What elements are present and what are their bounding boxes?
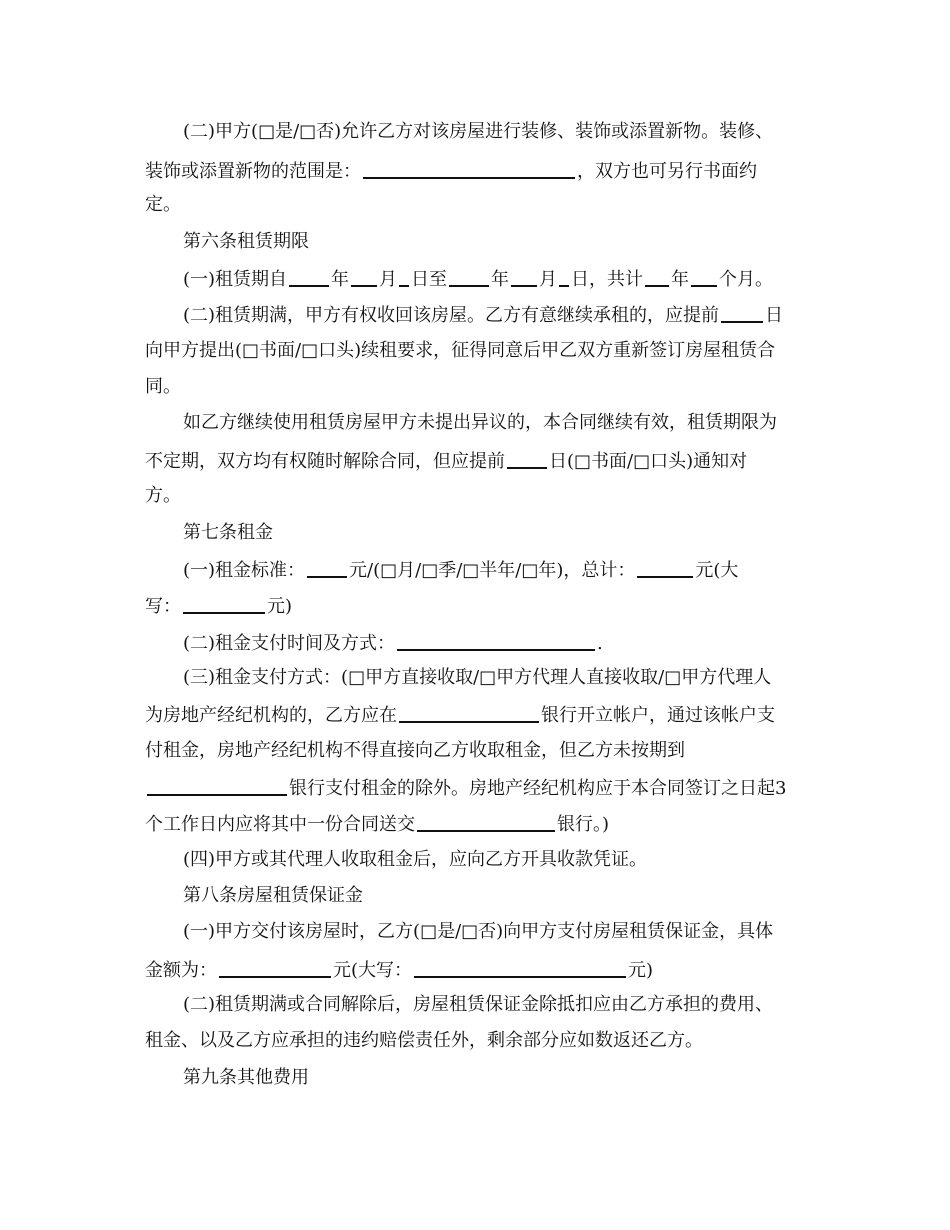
text-segment: 日(□书面/□口头)通知对 [549,451,748,472]
text-line [145,192,181,218]
text-line [145,338,775,364]
text-segment: 定。 [145,194,181,215]
text-segment: 租金、以及乙方应承担的违约赔偿责任外，剩余部分应如数返还乙方。 [145,1030,703,1051]
text-segment: 付租金，房地产经纪机构不得直接向乙方收取租金，但乙方未按期到 [145,740,685,761]
text-segment: (一)租赁期自 [183,269,288,290]
fill-blank[interactable] [289,267,329,287]
text-segment: (四)甲方或其代理人收取租金后，应向乙方开具收款凭证。 [183,849,648,870]
text-line [145,774,786,800]
text-segment: . [597,633,603,654]
fill-blank[interactable] [637,558,693,578]
text-segment: 为房地产经纪机构的，乙方应在 [145,705,397,726]
fill-blank[interactable] [511,267,537,287]
text-segment: 第七条租金 [183,522,273,543]
fill-blank[interactable] [363,159,575,179]
text-line [183,265,773,291]
text-segment: (二)租金支付时间及方式： [183,633,396,654]
fill-blank[interactable] [691,267,717,287]
text-segment: 第六条租赁期限 [183,231,309,252]
text-segment: 元(大写： [333,960,413,981]
text-segment: 银行开立帐户，通过该帐户支 [541,705,775,726]
fill-blank[interactable] [219,958,331,978]
fill-blank[interactable] [397,631,595,651]
fill-blank[interactable] [414,958,626,978]
text-segment: 银行支付租金的除外。房地产经纪机构应于本合同签订之日起3 [289,778,787,799]
text-segment: 年 [331,269,350,290]
text-segment: (一)甲方交付该房屋时，乙方(□是/□否)向甲方支付房屋租赁保证金，具体 [183,921,774,942]
text-segment: 第八条房屋租赁保证金 [183,885,363,906]
text-line [183,847,647,873]
text-segment: 年 [671,269,690,290]
section-heading [183,229,309,255]
text-segment: 元) [628,960,654,981]
fill-blank[interactable] [399,267,409,287]
text-segment: 日至 [411,269,448,290]
text-line [183,119,773,145]
text-segment: 方。 [145,485,181,506]
text-segment: (三)租金支付方式：(□甲方直接收取/□甲方代理人直接收取/□甲方代理人 [183,667,772,688]
text-segment: ，双方也可另行书面约 [577,161,757,182]
fill-blank[interactable] [183,594,265,614]
fill-blank[interactable] [449,267,489,287]
text-segment: (二)租赁期满或合同解除后，房屋租赁保证金除抵扣应由乙方承担的费用、 [183,994,774,1015]
text-line [145,738,685,764]
text-line [145,447,747,473]
fill-blank[interactable] [399,703,539,723]
section-heading [183,883,363,909]
text-segment: (一)租金标准： [183,560,306,581]
fill-blank[interactable] [507,449,547,469]
text-line [145,956,653,982]
text-line [145,483,181,509]
text-segment: 向甲方提出(□书面/□口头)续租要求，征得同意后甲乙双方重新签订房屋租赁合 [145,340,776,361]
fill-blank[interactable] [721,303,763,323]
text-line [145,810,609,836]
text-segment: 第九条其他费用 [183,1067,309,1088]
text-segment: (二)租赁期满，甲方有权收回该房屋。乙方有意继续承租的，应提前 [183,305,720,326]
text-segment: 日 [765,305,784,326]
text-segment: 元) [267,596,293,617]
text-segment: 银行。) [557,814,610,835]
text-segment: 同。 [145,376,181,397]
text-segment: (二)甲方(□是/□否)允许乙方对该房屋进行装修、装饰或添置新物。装修、 [183,121,774,142]
text-line [145,1028,703,1054]
text-segment: 月 [379,269,398,290]
fill-blank[interactable] [417,812,555,832]
fill-blank[interactable] [351,267,377,287]
text-line [145,701,775,727]
text-line [183,301,783,327]
fill-blank[interactable] [307,558,347,578]
text-segment: 装饰或添置新物的范围是： [145,161,361,182]
text-line [183,410,777,436]
text-segment: 年 [491,269,510,290]
text-segment: 金额为： [145,960,217,981]
text-segment: 写： [145,596,181,617]
text-line [183,919,773,945]
text-line [145,374,181,400]
text-line [183,665,771,691]
text-line [145,157,757,183]
text-segment: 不定期，双方均有权随时解除合同，但应提前 [145,451,505,472]
text-line [183,629,603,655]
text-segment: 个工作日内应将其中一份合同送交 [145,814,415,835]
text-line [145,592,292,618]
text-segment: 元(大 [695,560,739,581]
text-segment: 日，共计 [571,269,644,290]
section-heading [183,520,273,546]
text-segment: 个月。 [719,269,774,290]
text-line [183,556,738,582]
text-segment: 月 [539,269,558,290]
section-heading [183,1065,309,1091]
text-line [183,992,773,1018]
fill-blank[interactable] [147,776,287,796]
fill-blank[interactable] [645,267,669,287]
text-segment: 如乙方继续使用租赁房屋甲方未提出异议的，本合同继续有效，租赁期限为 [183,412,777,433]
text-segment: 元/(□月/□季/□半年/□年)，总计： [349,560,636,581]
fill-blank[interactable] [559,267,569,287]
